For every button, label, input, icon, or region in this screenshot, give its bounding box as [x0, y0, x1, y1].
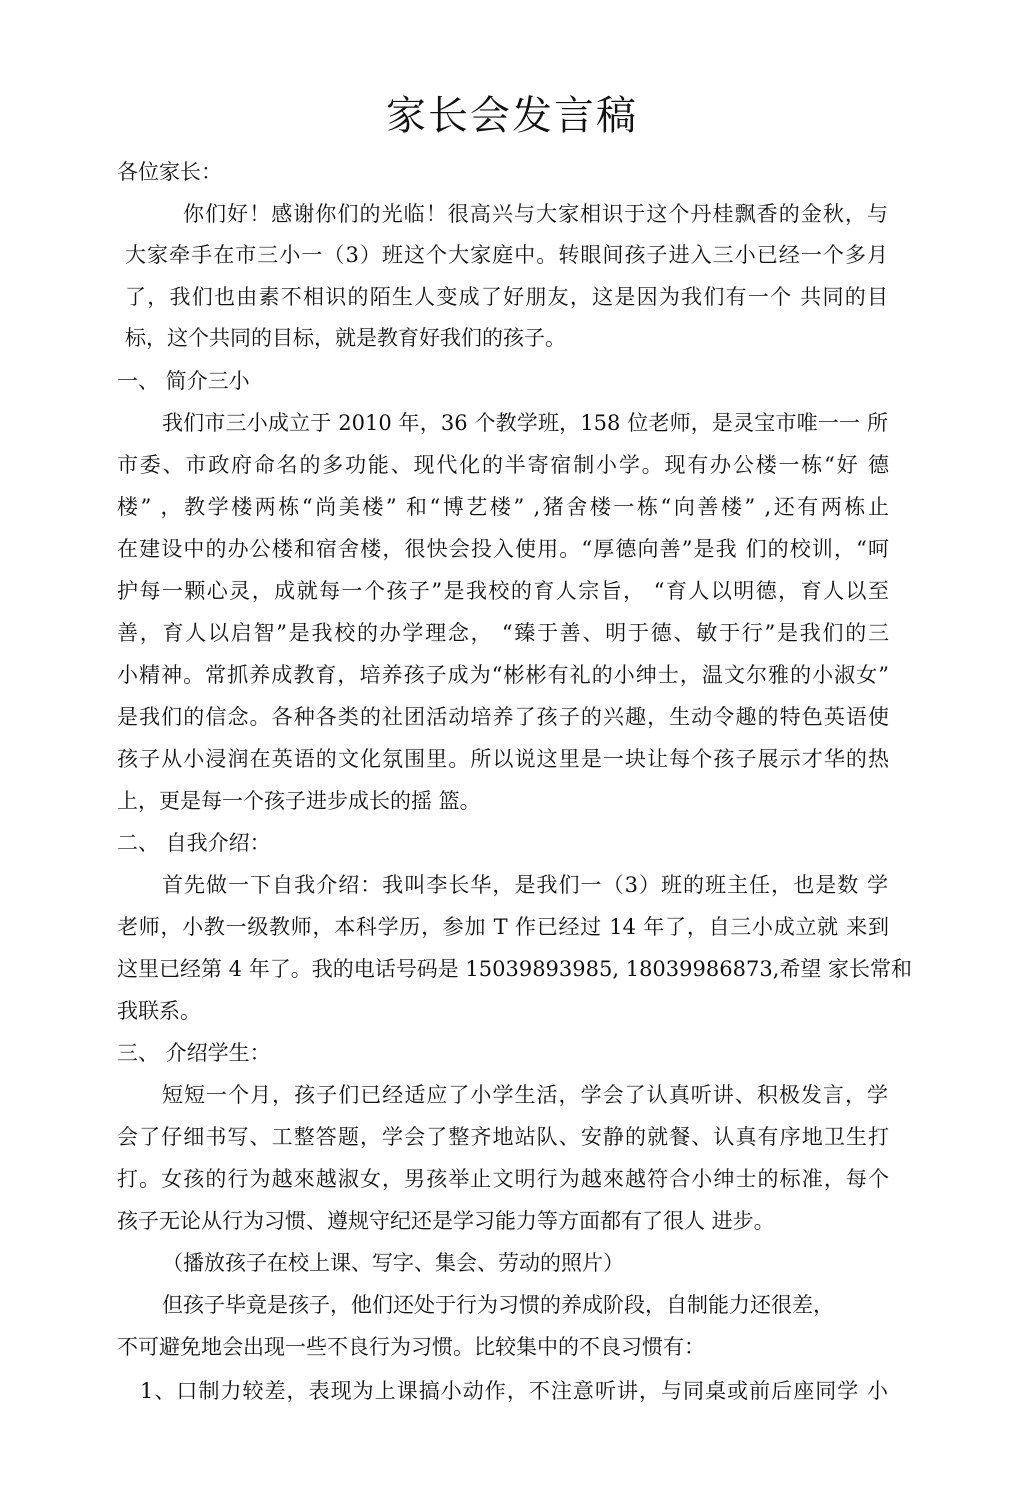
intro-line: 标，这个共同的目标，就是教育好我们的孩子。: [125, 326, 566, 350]
greeting: 各位家长：: [117, 160, 222, 184]
intro-line: 了，我们也由素不相识的陌生人变成了好朋友，这是因为我们有一个 共同的目: [125, 285, 888, 309]
body-line: 在建设中的办公楼和宿舍楼，很快会投入使用。“厚德向善”是我 们的校训，“呵: [117, 537, 889, 561]
intro-line: 你们好！感谢你们的光临！很高兴与大家相识于这个丹桂飘香的金秋，与: [183, 202, 888, 226]
body-line: 小精神。常抓养成教育，培养孩子成为“彬彬有礼的小绅士，温文尔雅的小淑女”: [117, 663, 889, 687]
body-line: 打。女孩的行为越來越淑女，男孩举止文明行为越來越符合小绅士的标准，每个: [117, 1167, 889, 1191]
body-line: 善，育人以启智”是我校的办学理念， “臻于善、明于德、敏于行”是我们的三: [117, 621, 889, 645]
body-line: 我联系。: [117, 999, 201, 1023]
body-line: 孩子无论从行为习惯、遵规守纪还是学习能力等方面都有了很人 进步。: [117, 1209, 775, 1233]
body-line: 首先做一下自我介绍：我叫李长华，是我们一（3）班的班主任，也是数 学: [162, 873, 888, 897]
list-item: 1、口制力较差，表现为上课搞小动作，不注意听讲，与同桌或前后座同学 小: [140, 1379, 888, 1403]
intro-line: 大家牵手在市三小一（3）班这个大家庭中。转眼间孩子进入三小已经一个多月: [125, 243, 888, 267]
body-line: 不可避免地会出现一些不良行为习惯。比较集中的不良习惯有：: [117, 1335, 705, 1359]
body-line: 短短一个月，孩子们已经适应了小学生活，学会了认真听讲、积极发言，学: [162, 1083, 888, 1107]
body-line: 我们市三小成立于 2010 年，36 个教学班，158 位老师，是灵宝市唯一一 所: [162, 411, 888, 435]
body-line: 但孩子毕竟是孩子，他们还处于行为习惯的养成阶段，自制能力还很差，: [162, 1293, 834, 1317]
section-heading: 三、 介绍学生：: [117, 1041, 271, 1065]
body-line: 会了仔细书写、工整答题，学会了整齐地站队、安静的就餐、认真有序地卫生打: [117, 1125, 889, 1149]
body-line: 这里已经第 4 年了。我的电话号码是 15039893985, 18039986873,希望 家长常和: [117, 957, 913, 981]
body-line: 楼” ，教学楼两栋“尚美楼” 和“博艺楼” ,猪舍楼一栋“向善楼” ,还有两栋止: [117, 495, 889, 519]
body-line: 护每一颗心灵，成就每一个孩子”是我校的育人宗旨， “育人以明德，育人以至: [117, 579, 889, 603]
body-line: 老师，小教一级教师，本科学历，参加 T 作已经过 14 年了，自三小成立就 来到: [117, 915, 889, 939]
body-line: 市委、市政府命名的多功能、现代化的半寄宿制小学。现有办公楼一栋“好 德: [117, 453, 889, 477]
body-line: 是我们的信念。各种各类的社团活动培养了孩子的兴趣，生动令趣的特色英语使: [117, 705, 889, 729]
document-title: 家长会发言稿: [386, 93, 638, 139]
section-heading: 一、 简介三小: [117, 369, 250, 393]
photo-note: （播放孩子在校上课、写字、集会、劳动的照片）: [162, 1251, 624, 1275]
body-line: 孩子从小浸润在英语的文化氛围里。所以说这里是一块让每个孩子展示才华的热: [117, 747, 889, 771]
body-line: 上，更是每一个孩子进步成长的摇 篮。: [117, 789, 481, 813]
section-heading: 二、 自我介绍：: [117, 831, 271, 855]
